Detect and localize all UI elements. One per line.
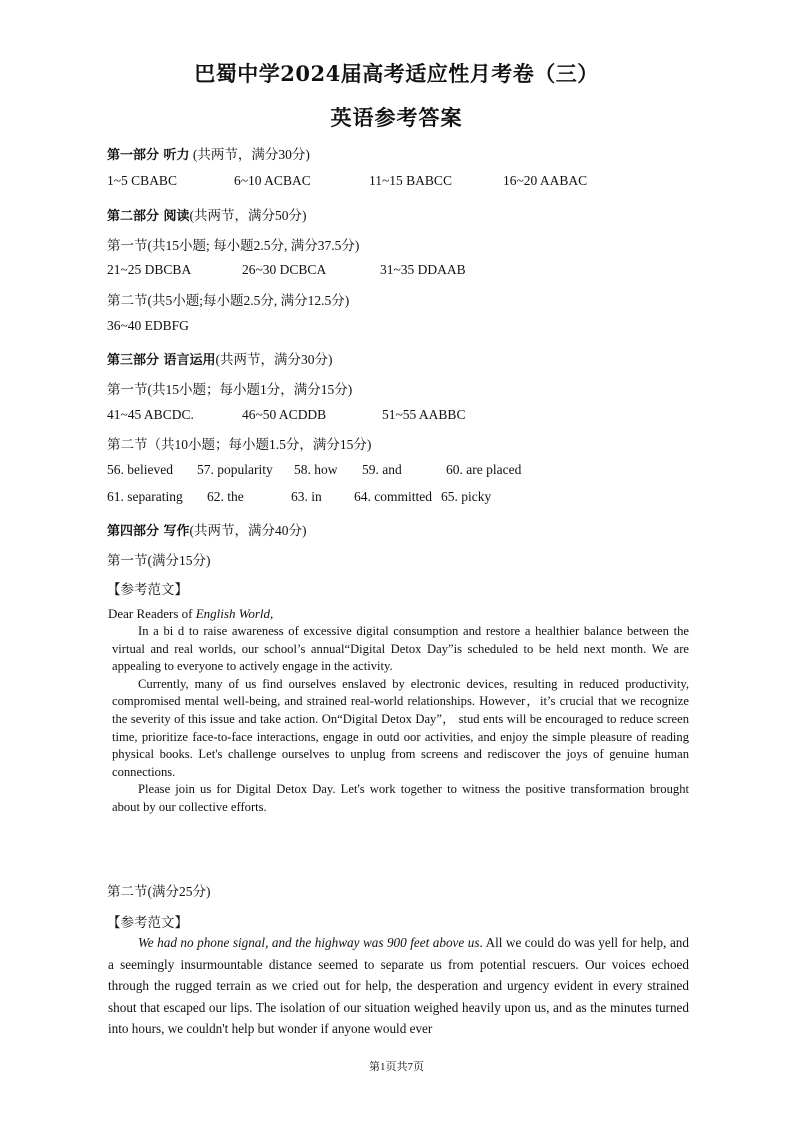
answer-60: 60. are placed: [446, 462, 522, 477]
letter-paragraph: Currently, many of us find ourselves enslaved by electronic devices, resulting in reduced productivity, compromised mental well-being, and strained real-world relationships. However，it’s crucial that we recognize the severity of this issue and take action. On“Digital Detox Day”， stud ents will be encouraged to reduce screen time, prioritize face-to-face interactions, engage in outd oor activities, and enjoy the simple pleasure of reading physical books. Let's challenge ourselves to unplug from screens and rediscover the joys of genuine human connections.: [112, 676, 689, 779]
part4-section2: 第二节(满分25分): [107, 884, 211, 899]
letter-paragraph: Please join us for Digital Detox Day. Let's work together to witness the positive transformation brought about by our collective efforts.: [112, 782, 689, 814]
part2-section2: 第二节(共5小题;每小题2.5分, 满分12.5分): [107, 293, 350, 308]
answer-64: 64. committed: [354, 489, 432, 504]
answer-63: 63. in: [291, 489, 322, 504]
part3-label: 第三部分 语言运用: [107, 353, 216, 368]
part3-heading: [107, 348, 333, 368]
salutation-text: Dear Readers of: [108, 606, 196, 621]
part1-answer-2: 6~10 ACBAC: [234, 173, 311, 188]
answer-58: 58. how: [294, 462, 338, 477]
part4-note: (共两节，满分40分): [189, 523, 307, 538]
part3-section2: 第二节（共10小题；每小题1.5分，满分15分): [107, 437, 372, 452]
part2-note: (共两节，满分50分): [189, 208, 307, 223]
part2-label: 第二部分 阅读: [107, 209, 190, 224]
letter-body: [112, 623, 689, 817]
part3-s1-answer-2: 46~50 ACDDB: [242, 407, 327, 422]
story-text: . All we could do was yell for help, and a seemingly insurmountable distance seemed to separate us from potential rescuers. Our voices echoed through the rugged terrain as we cried out for help, the desperation and urgency evident in every strained shout that escaped our lips. The isolation of our situation weighed heavily upon us, and as the minutes turned into hours, we couldn't help but wonder if anyone would ever: [108, 935, 689, 1036]
part4-ref1: 【参考范文】: [107, 582, 188, 597]
part2-s1-answer-2: 26~30 DCBCA: [242, 262, 327, 277]
letter-salutation: [108, 606, 273, 622]
part3-s1-answer-3: 51~55 AABBC: [382, 407, 466, 422]
part2-section1: 第一节(共15小题; 每小题2.5分, 满分37.5分): [107, 238, 360, 253]
part4-label: 第四部分 写作: [107, 524, 190, 539]
letter-paragraph: In a bi d to raise awareness of excessive digital consumption and restore a healthier balance between the virtual and real worlds, our school’s annual“Digital Detox Day”is scheduled to be held next month. We are appealing to everyone to actively engage in the activity.: [112, 624, 689, 674]
part1-note: (共两节，满分30分): [192, 147, 310, 162]
answer-61: 61. separating: [107, 489, 183, 504]
story-body: [108, 932, 689, 1040]
part4-ref2: 【参考范文】: [107, 915, 188, 930]
page-title: 巴蜀中学2024届高考适应性月考卷（三）: [194, 61, 599, 86]
answer-62: 62. the: [207, 489, 244, 504]
part3-s1-answer-1: 41~45 ABCDC.: [107, 407, 194, 422]
answer-57: 57. popularity: [197, 462, 273, 477]
answer-59: 59. and: [362, 462, 402, 477]
answer-65: 65. picky: [441, 489, 492, 504]
part3-section1: 第一节(共15小题；每小题1分，满分15分): [107, 382, 353, 397]
part2-s1-answer-3: 31~35 DDAAB: [380, 262, 466, 277]
part4-section1: 第一节(满分15分): [107, 553, 211, 568]
part1-answer-4: 16~20 AABAC: [503, 173, 588, 188]
part4-heading: [107, 519, 307, 539]
answer-56: 56. believed: [107, 462, 173, 477]
part3-note: (共两节，满分30分): [215, 352, 333, 367]
story-paragraph: [108, 932, 689, 1040]
publication-name: English World,: [195, 606, 274, 621]
part2-heading: [107, 204, 307, 224]
part2-s2-answer-1: 36~40 EDBFG: [107, 318, 189, 333]
part2-s1-answer-1: 21~25 DBCBA: [107, 262, 192, 277]
page-subtitle: 英语参考答案: [330, 105, 463, 130]
part1-heading: [107, 143, 310, 163]
part1-answer-1: 1~5 CBABC: [107, 173, 177, 188]
part1-answer-3: 11~15 BABCC: [369, 173, 452, 188]
page-footer: 第1页共7页: [369, 1061, 424, 1073]
story-opening: We had no phone signal, and the highway was 900 feet above us: [138, 935, 480, 950]
part1-label: 第一部分 听力: [107, 148, 190, 163]
